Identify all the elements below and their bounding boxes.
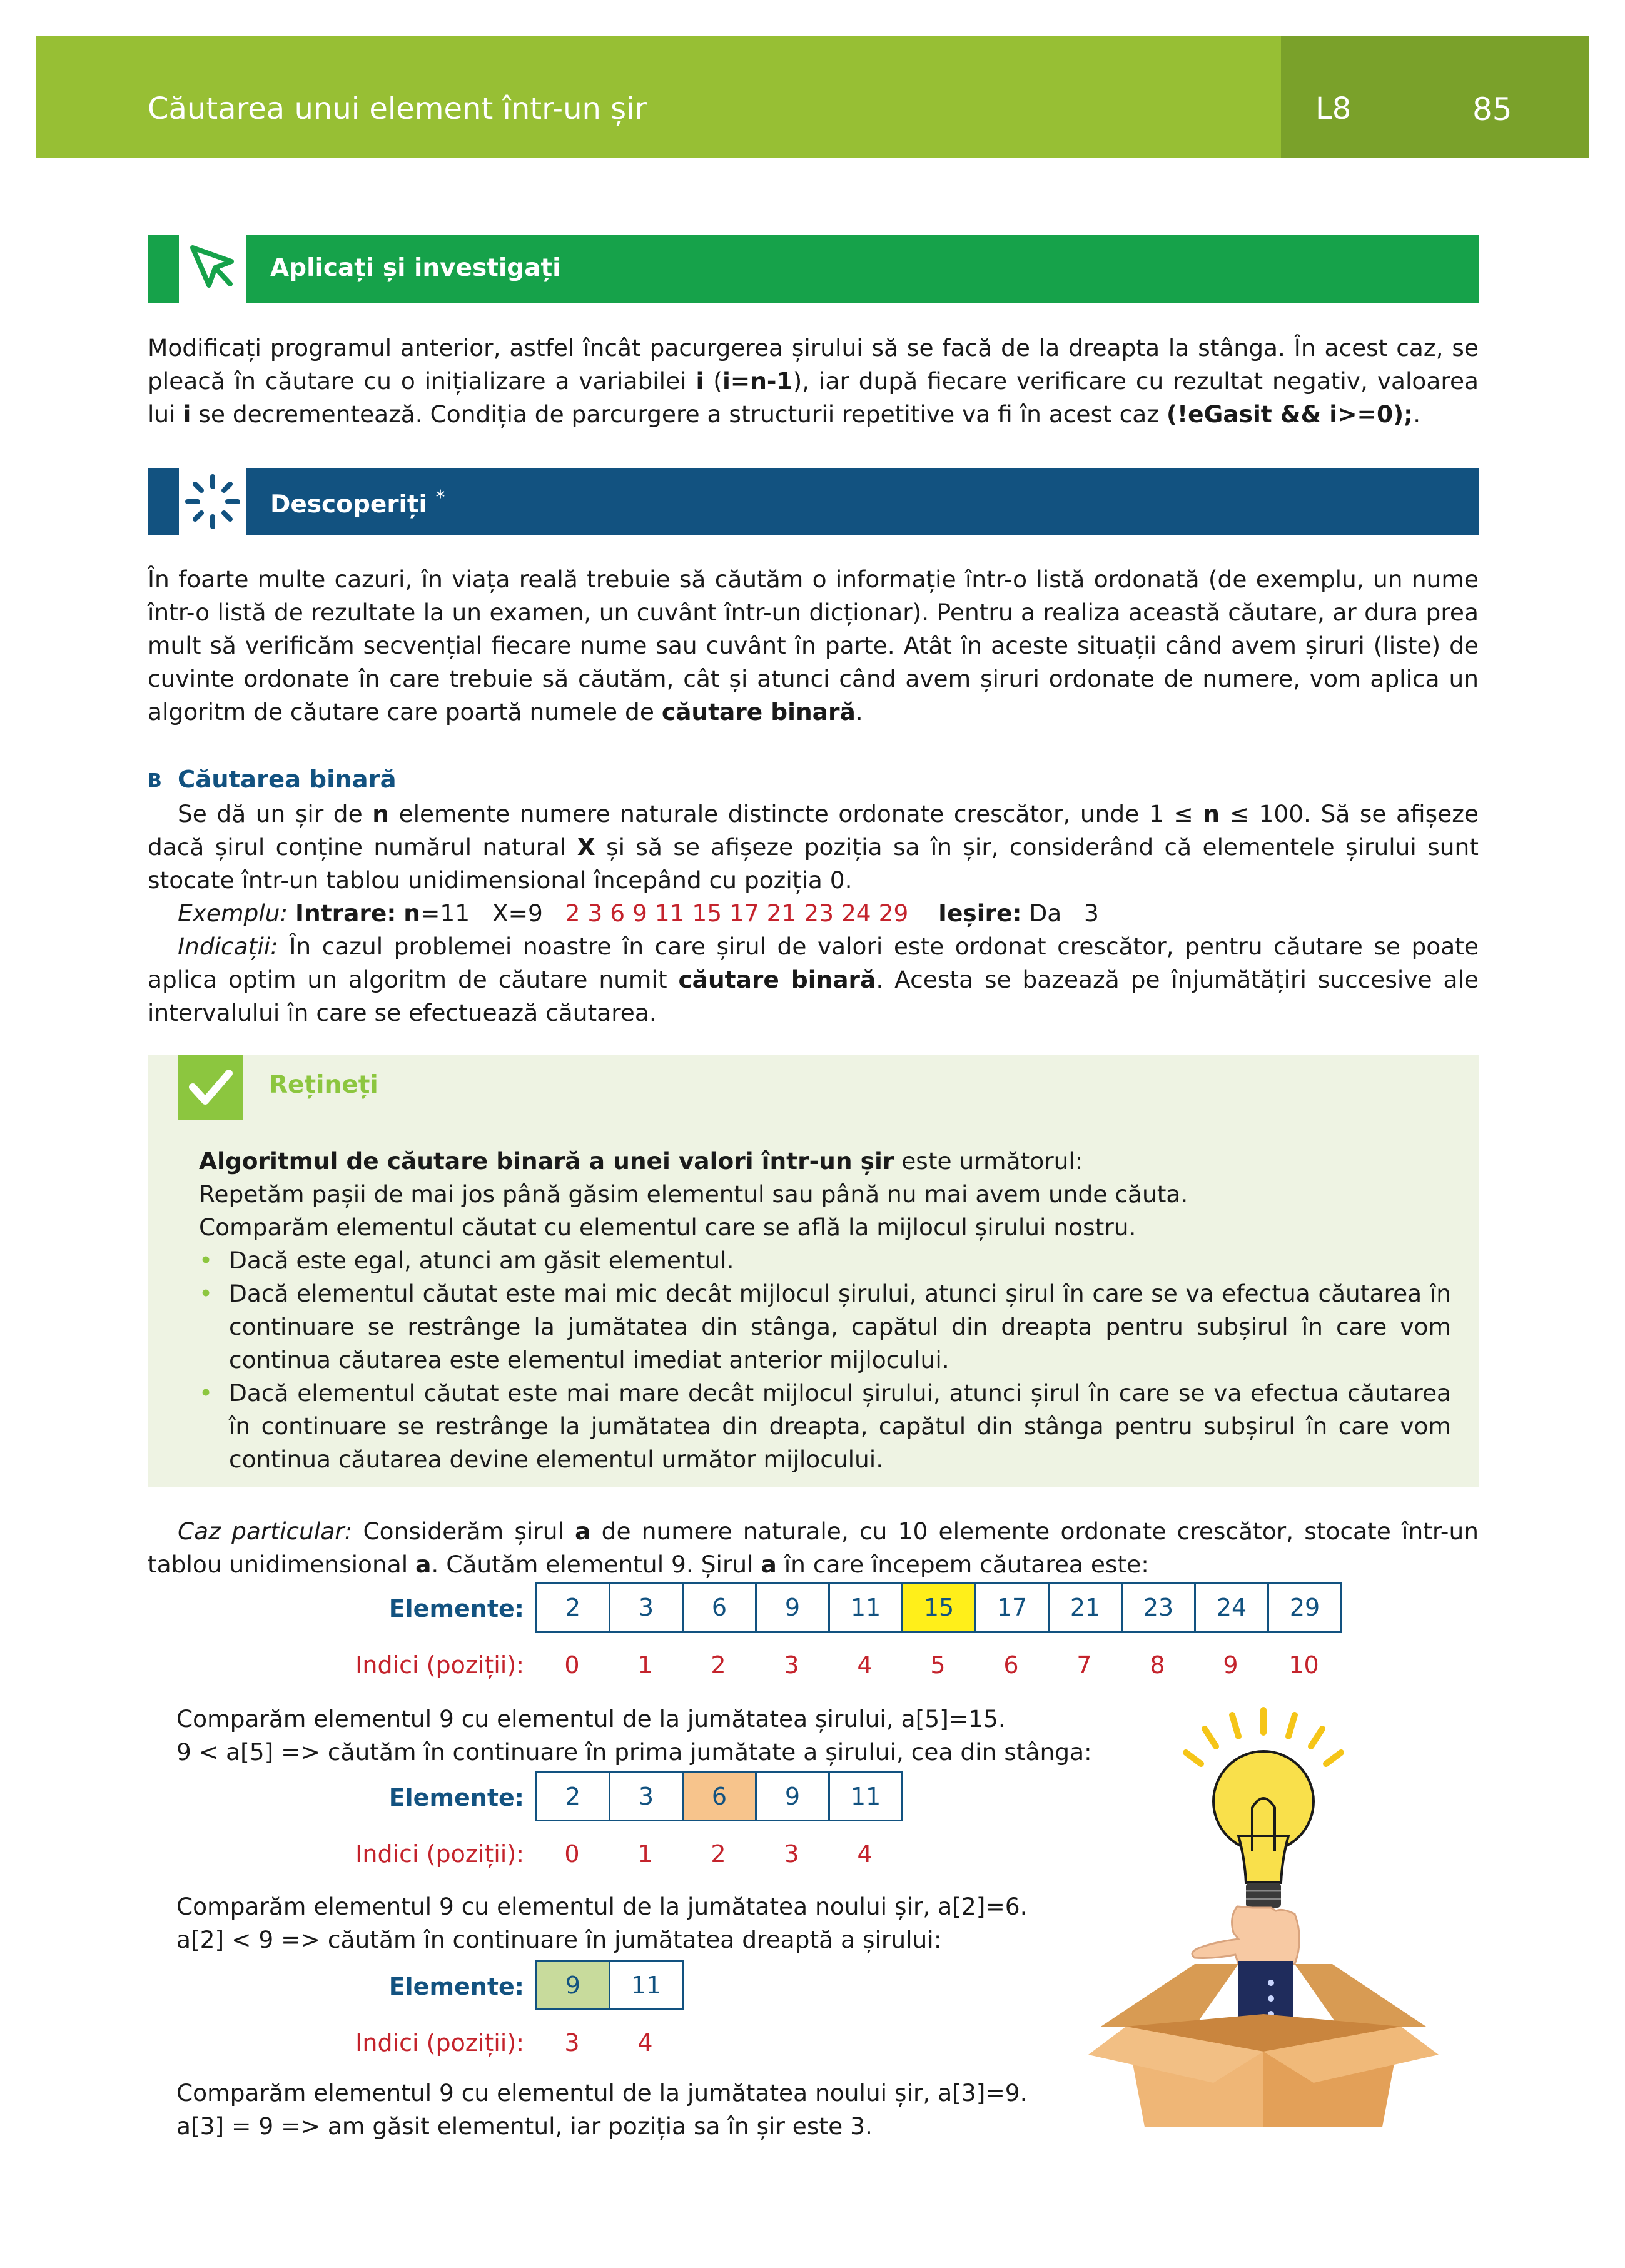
array-index: 0 bbox=[564, 1651, 580, 1679]
binary-description: Se dă un șir de n elemente numere naturale distincte ordonate crescător, unde 1 ≤ n ≤ 100. Să se afișeze dacă șirul conține numărul natural X și să se afișeze poziția sa în șir, considerând că elementele șirului sunt stocate într-un tablou unidimensional începând cu poziția 0. Exemplu: Intrare: n=11 X=9 2 3 6 9 11 15 17 21 23 24 29 Ieșire: Da 3 Indicații: În cazul problemei noastre în care șirul de valori este ordonat crescător, pentru căutare se poate aplica optim un algoritm de căutare numit căutare binară. Acesta se bazează pe înjumătățiri succesive ale intervalului în care se efectuează căutarea. bbox=[148, 800, 1479, 1026]
section-title-apply: Aplicați și investigați bbox=[270, 254, 561, 282]
array-index: 9 bbox=[1223, 1651, 1238, 1679]
list-item: • Dacă elementul căutat este mai mic decât mijlocul șirului, atunci șirul în care se va efectua căutarea în continuare se restrânge la jumătatea din stânga, capătul din dreapta pentru subșirul în care vom continua căutarea este elementul imediat anterior mijlocului. bbox=[199, 1277, 1451, 1377]
index-row-2 bbox=[535, 1842, 901, 1866]
case-paragraph: Caz particular: Considerăm șirul a de numere naturale, cu 10 elemente ordonate crescător, stocate într-un tablou unidimensional a. Căutăm elementul 9. Șirul a în care începem căutarea este: bbox=[148, 1517, 1479, 1578]
array-cell: 2 bbox=[535, 1582, 610, 1633]
array-index: 10 bbox=[1288, 1651, 1319, 1679]
index-row-1 bbox=[535, 1653, 1340, 1677]
array-index: 3 bbox=[784, 1840, 799, 1868]
array-cell: 9 bbox=[755, 1771, 830, 1821]
example-line: Exemplu: Intrare: n=11 X=9 2 3 6 9 11 15 17 21 23 24 29 Ieșire: Da 3 bbox=[178, 899, 1099, 927]
array-row-3 bbox=[535, 1960, 684, 2010]
section-bar-discover bbox=[148, 468, 1479, 535]
subsection-marker: B bbox=[148, 770, 162, 792]
remember-title: Rețineți bbox=[269, 1071, 378, 1099]
array-index: 5 bbox=[930, 1651, 946, 1679]
array-index: 4 bbox=[857, 1840, 873, 1868]
array-index: 4 bbox=[637, 2029, 653, 2057]
array-row-2 bbox=[535, 1771, 903, 1821]
array-cell: 3 bbox=[609, 1582, 684, 1633]
list-item: • Dacă este egal, atunci am găsit elementul. bbox=[199, 1244, 1451, 1277]
array-index: 7 bbox=[1076, 1651, 1092, 1679]
section-bar-apply bbox=[148, 235, 1479, 303]
remember-content: Algoritmul de căutare binară a unei valori într-un șir este următorul: Repetăm pașii de mai jos până găsim elementul sau până nu mai avem unde căuta. Comparăm elementul căutat cu elementul care se află la mijlocul șirului nostru. • Dacă este egal, atunci am găsit elementul. • Dacă elementul căutat este mai mic decât mijlocul șirului, atunci șirul în care se va efectua căutarea în continuare se restrânge la jumătatea din stânga, capătul din dreapta pentru subșirul în care vom continua căutarea este elementul imediat anterior mijlocului. • Dacă elementul căutat este mai mare decât mijlocul șirului, atunci șirul în care se va efectua căutarea în continuare se restrânge la jumătatea din dreapta, capătul din stânga pentru subșirul în care vom continua căutarea devine elementul următor mijlocului. bbox=[199, 1145, 1451, 1476]
page-header-title: Căutarea unui element într-un șir bbox=[148, 91, 647, 126]
page-number: 85 bbox=[1472, 91, 1512, 128]
array-index: 3 bbox=[564, 2029, 580, 2057]
array-index: 0 bbox=[564, 1840, 580, 1868]
array-cell: 6 bbox=[682, 1582, 757, 1633]
step-2-text: Comparăm elementul 9 cu elementul de la jumătatea noului șir, a[2]=6. a[2] < 9 => căutăm în continuare în jumătatea dreaptă a șirului: bbox=[176, 1893, 1028, 1953]
sparkle-icon bbox=[179, 468, 246, 535]
elements-label: Elemente: bbox=[388, 1784, 524, 1811]
array-cell: 29 bbox=[1267, 1582, 1342, 1633]
array-cell: 2 bbox=[535, 1771, 610, 1821]
array-cell: 11 bbox=[828, 1582, 903, 1633]
cursor-arrow-icon bbox=[179, 235, 246, 303]
array-cell: 3 bbox=[609, 1771, 684, 1821]
step-3-text: Comparăm elementul 9 cu elementul de la jumătatea noului șir, a[3]=9. a[3] = 9 => am găsit elementul, iar poziția sa în șir este 3. bbox=[176, 2079, 1028, 2140]
array-cell: 24 bbox=[1194, 1582, 1269, 1633]
elements-label: Elemente: bbox=[388, 1973, 524, 2000]
elements-label: Elemente: bbox=[388, 1595, 524, 1623]
indices-label: Indici (poziții): bbox=[355, 2029, 524, 2057]
step-1-text: Comparăm elementul 9 cu elementul de la jumătatea șirului, a[5]=15. 9 < a[5] => căutăm în continuare în prima jumătate a șirului, cea din stânga: bbox=[176, 1705, 1092, 1766]
section-title-discover: Descoperiți * bbox=[270, 487, 445, 519]
array-index: 1 bbox=[637, 1840, 653, 1868]
discover-paragraph: În foarte multe cazuri, în viața reală trebuie să căutăm o informație într-o listă ordonată (de exemplu, un nume într-o listă de rezultate la un examen, un cuvânt într-un dicționar). Pentru a realiza această căutare, ar dura prea mult să verificăm secvențial fiecare nume sau cuvânt în parte. Atât în aceste situații când avem șiruri (liste) de cuvinte ordonate în care trebuie să căutăm, cât și atunci când avem șiruri ordonate de numere, vom aplica un algoritm de căutare care poartă numele de căutare binară. bbox=[148, 565, 1479, 726]
list-item: • Dacă elementul căutat este mai mare decât mijlocul șirului, atunci șirul în care se va efectua căutarea în continuare se restrânge la jumătatea din dreapta, capătul din stânga pentru subșirul în care vom continua căutarea devine elementul următor mijlocului. bbox=[199, 1377, 1451, 1476]
check-icon bbox=[178, 1055, 243, 1120]
array-index: 2 bbox=[711, 1840, 726, 1868]
lightbulb-box-illustration bbox=[1088, 1701, 1439, 2127]
array-row-1 bbox=[535, 1582, 1342, 1633]
indices-label: Indici (poziții): bbox=[355, 1651, 524, 1679]
array-cell: 11 bbox=[609, 1960, 684, 2010]
array-index: 2 bbox=[711, 1651, 726, 1679]
apply-paragraph: Modificați programul anterior, astfel încât pacurgerea șirului să se facă de la dreapta la stânga. În acest caz, se pleacă în căutare cu o inițializare a variabilei i (i=n-1), iar după fiecare verificare cu rezultat negativ, valoarea lui i se decrementează. Condiția de parcurgere a structurii repetitive va fi în acest caz (!eGasit && i>=0);. bbox=[148, 334, 1479, 428]
array-cell: 21 bbox=[1048, 1582, 1123, 1633]
array-index: 8 bbox=[1150, 1651, 1165, 1679]
index-row-3 bbox=[535, 2031, 682, 2055]
array-cell: 17 bbox=[974, 1582, 1050, 1633]
array-index: 3 bbox=[784, 1651, 799, 1679]
array-cell: 6 bbox=[682, 1771, 757, 1821]
array-index: 1 bbox=[637, 1651, 653, 1679]
array-cell: 9 bbox=[755, 1582, 830, 1633]
array-cell: 15 bbox=[901, 1582, 976, 1633]
array-cell: 23 bbox=[1121, 1582, 1196, 1633]
indices-label: Indici (poziții): bbox=[355, 1840, 524, 1868]
array-index: 4 bbox=[857, 1651, 873, 1679]
array-cell: 11 bbox=[828, 1771, 903, 1821]
lesson-number: L8 bbox=[1315, 91, 1352, 126]
array-cell: 9 bbox=[535, 1960, 610, 2010]
array-index: 6 bbox=[1003, 1651, 1019, 1679]
subsection-title: Căutarea binară bbox=[178, 766, 397, 794]
